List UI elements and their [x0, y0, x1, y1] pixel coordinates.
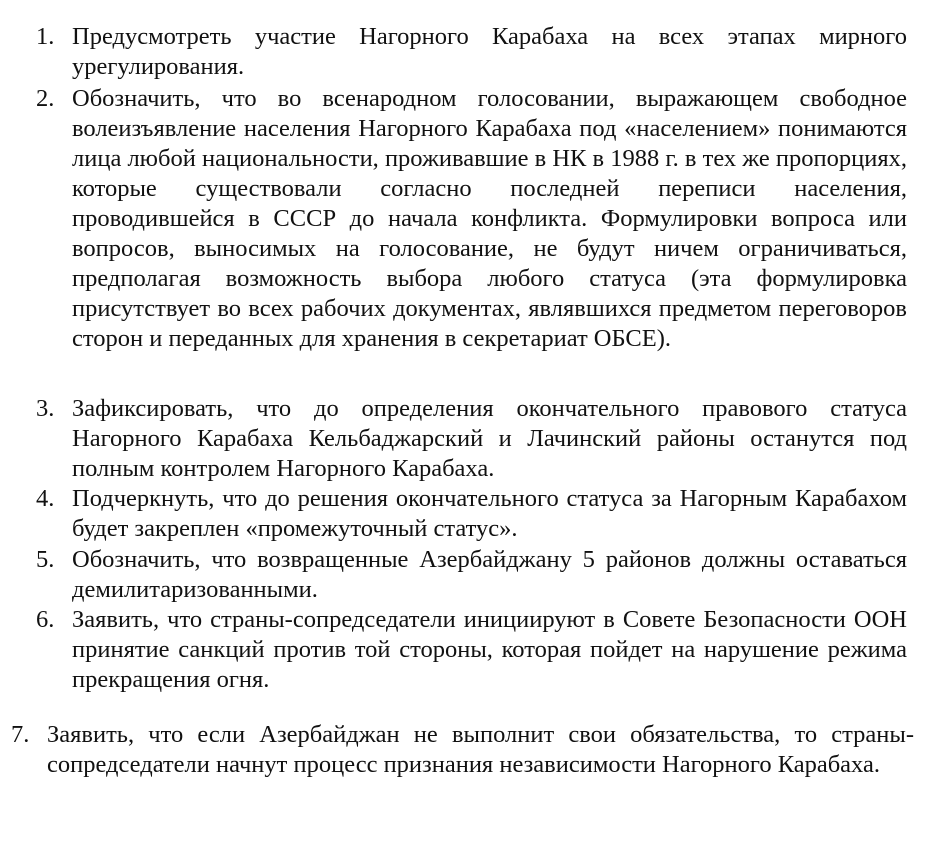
list-item-3: [36, 394, 907, 484]
item-number: 6.: [36, 606, 55, 633]
list-item-7: [11, 720, 914, 780]
item-number: 2.: [36, 85, 55, 112]
item-number: 7.: [11, 721, 30, 748]
item-number: 1.: [36, 23, 55, 50]
list-item-6: [36, 605, 907, 695]
item-number: 4.: [36, 485, 55, 512]
item-text: Зафиксировать, что до определения окончательного правового статуса Нагорного Карабаха Кельбаджарский и Лачинский районы останутся под полным контролем Нагорного Карабаха.: [72, 395, 907, 482]
item-text: Обозначить, что возвращенные Азербайджану 5 районов должны оставаться демилитаризованными.: [72, 546, 907, 603]
item-number: 5.: [36, 546, 55, 573]
item-text: Заявить, что страны-сопредседатели инициируют в Совете Безопасности ООН принятие санкций против той стороны, которая пойдет на нарушение режима прекращения огня.: [72, 606, 907, 693]
list-item-4: [36, 484, 907, 544]
item-text: Подчеркнуть, что до решения окончательного статуса за Нагорным Карабахом будет закреплен «промежуточный статус».: [72, 485, 907, 542]
list-item-2: [36, 84, 907, 354]
item-text: Предусмотреть участие Нагорного Карабаха на всех этапах мирного урегулирования.: [72, 23, 907, 80]
list-item-5: [36, 545, 907, 605]
item-text: Обозначить, что во всенародном голосовании, выражающем свободное волеизъявление населения Нагорного Карабаха под «населением» понимаются лица любой национальности, проживавшие в НК в 1988 г. в тех же пропорциях, которые существовали согласно последней переписи населения, проводившейся в СССР до начала конфликта. Формулировки вопроса или вопросов, выносимых на голосование, не будут ничем ограничиваться, предполагая возможность выбора любого статуса (эта формулировка присутствует во всех рабочих документах, являвшихся предметом переговоров сторон и переданных для хранения в секретариат ОБСЕ).: [72, 85, 907, 352]
list-item-1: [36, 22, 907, 82]
item-text: Заявить, что если Азербайджан не выполнит свои обязательства, то страны-сопредседатели начнут процесс признания независимости Нагорного Карабаха.: [47, 721, 914, 778]
item-number: 3.: [36, 395, 55, 422]
